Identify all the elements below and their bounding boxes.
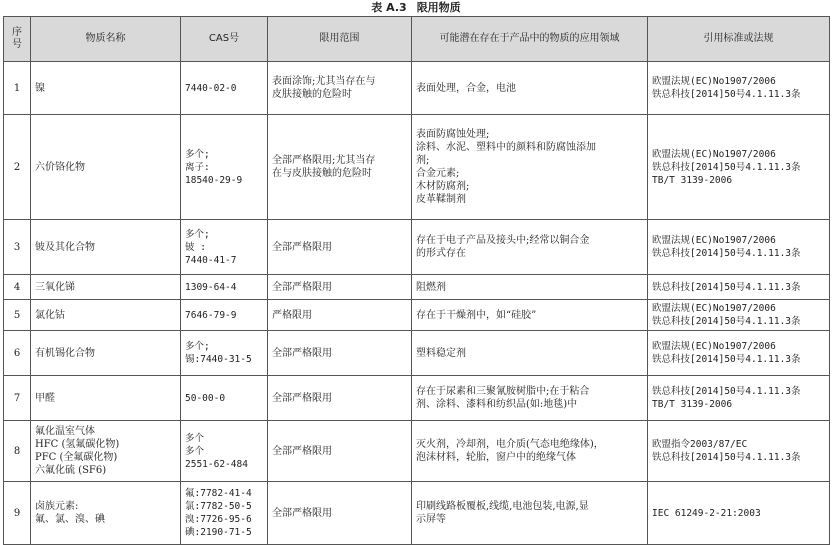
cell-line: 阻燃剂 <box>416 281 446 293</box>
cell-standard <box>648 115 830 220</box>
cell-line: 全部严格限用 <box>272 445 332 457</box>
cell-scope <box>268 331 412 376</box>
cell-line: 铁总科技[2014]50号4.1.11.3条 <box>652 386 801 397</box>
cell-application <box>412 62 648 115</box>
cell-name <box>31 482 181 545</box>
cell-line: 铍及其化合物 <box>35 241 95 253</box>
cell-no: 3 <box>4 220 31 275</box>
cell-line: 严格限用 <box>272 309 312 321</box>
cell-line: 铁总科技[2014]50号4.1.11.3条 <box>652 281 801 293</box>
cell-line: 18540-29-9 <box>185 174 243 186</box>
cell-cas <box>181 421 268 482</box>
cell-no: 7 <box>4 376 31 421</box>
cell-no: 9 <box>4 482 31 545</box>
cell-line: 7440-02-0 <box>185 82 237 94</box>
cell-line: 剂; <box>416 155 430 166</box>
header-no: 序号 <box>4 17 31 62</box>
cell-no: 4 <box>4 275 31 300</box>
cell-line: 氯化钴 <box>35 309 65 321</box>
cell-line: 铍 : <box>185 241 206 253</box>
cell-application <box>412 376 648 421</box>
cell-cas <box>181 62 268 115</box>
cell-line: 皮肤接触的危险时 <box>272 89 352 100</box>
cell-line: 塑料稳定剂 <box>416 347 466 359</box>
cell-line: 铁总科技[2014]50号4.1.11.3条 <box>652 161 801 173</box>
cell-line: 氟、氯、溴、碘 <box>35 514 105 525</box>
cell-line: TB/T 3139-2006 <box>652 399 733 410</box>
cell-line: 铁总科技[2014]50号4.1.11.3条 <box>652 354 801 365</box>
cell-line: 在与皮肤接触的危险时 <box>272 168 372 179</box>
table-row <box>4 300 830 331</box>
cell-line: 存在于干燥剂中，如“硅胶” <box>416 309 537 321</box>
cell-line: 全部严格限用 <box>272 241 332 253</box>
cell-line: 离子: <box>185 161 210 173</box>
cell-line: PFC (全氟碳化物) <box>35 452 118 463</box>
cell-name <box>31 300 181 331</box>
cell-line: 多个 <box>185 432 205 444</box>
cell-cas <box>181 275 268 300</box>
cell-line: 多个; <box>185 148 210 160</box>
cell-no: 1 <box>4 62 31 115</box>
cell-scope <box>268 220 412 275</box>
cell-line: 的形式存在 <box>416 248 466 259</box>
cell-line: 表面涂饰;尤其当存在与 <box>272 76 376 87</box>
cell-line: 全部严格限用 <box>272 347 332 359</box>
cell-line: 全部严格限用 <box>272 281 332 293</box>
cell-line: 全部严格限用 <box>272 507 332 519</box>
cell-line: 锡:7440-31-5 <box>185 354 252 365</box>
cell-application <box>412 331 648 376</box>
cell-line: 50-00-0 <box>185 392 226 404</box>
table-row <box>4 62 830 115</box>
cell-application <box>412 220 648 275</box>
table-row <box>4 421 830 482</box>
cell-scope <box>268 115 412 220</box>
cell-standard <box>648 62 830 115</box>
table-caption <box>0 0 832 16</box>
cell-line: 欧盟法规(EC)No1907/2006 <box>652 76 776 87</box>
cell-line: 皮革鞣制剂 <box>416 194 466 205</box>
cell-line: 表面防腐蚀处理; <box>416 129 490 140</box>
cell-line: 有机锡化合物 <box>35 347 95 359</box>
cell-standard <box>648 421 830 482</box>
cell-line: 碘:2190-71-5 <box>185 527 252 538</box>
table-caption-title: 限用物质 <box>416 1 461 14</box>
cell-cas <box>181 376 268 421</box>
cell-line: IEC 61249-2-21:2003 <box>652 507 761 519</box>
cell-line: 氟:7782-41-4 <box>185 488 252 499</box>
cell-line: 印刷线路板覆板,线缆,电池包装,电源,显 <box>416 501 589 512</box>
cell-line: 7646-79-9 <box>185 309 237 321</box>
cell-line: 存在于电子产品及接头中;经常以铜合金 <box>416 235 590 246</box>
cell-no: 2 <box>4 115 31 220</box>
cell-line: 欧盟法规(EC)No1907/2006 <box>652 341 776 352</box>
cell-line: 镍 <box>35 82 45 94</box>
cell-line: 铁总科技[2014]50号4.1.11.3条 <box>652 89 801 100</box>
cell-line: 铁总科技[2014]50号4.1.11.3条 <box>652 452 801 463</box>
cell-name <box>31 62 181 115</box>
table-row <box>4 482 830 545</box>
cell-application <box>412 421 648 482</box>
restricted-substances-table <box>3 16 830 545</box>
cell-no: 5 <box>4 300 31 331</box>
cell-line: 卤族元素: <box>35 501 79 512</box>
cell-standard <box>648 275 830 300</box>
cell-cas <box>181 300 268 331</box>
cell-line: 7440-41-7 <box>185 254 237 266</box>
header-application: 可能潜在存在于产品中的物质的应用领域 <box>412 17 648 62</box>
cell-scope <box>268 275 412 300</box>
cell-line: 六氟化硫 (SF6) <box>35 465 107 476</box>
cell-application <box>412 300 648 331</box>
cell-line: 多个; <box>185 228 210 240</box>
cell-line: 氟化温室气体 <box>35 426 95 437</box>
table-row <box>4 331 830 376</box>
cell-line: 欧盟指令2003/87/EC <box>652 439 748 450</box>
cell-standard <box>648 482 830 545</box>
cell-name <box>31 376 181 421</box>
cell-line: 表面处理，合金，电池 <box>416 82 516 94</box>
cell-standard <box>648 376 830 421</box>
table-caption-label: 表 A.3 <box>371 1 407 14</box>
cell-line: 溴:7726-95-6 <box>185 514 252 525</box>
cell-name <box>31 331 181 376</box>
cell-application <box>412 275 648 300</box>
cell-no: 6 <box>4 331 31 376</box>
table-row <box>4 220 830 275</box>
cell-scope <box>268 62 412 115</box>
cell-name <box>31 421 181 482</box>
cell-application <box>412 482 648 545</box>
table-header-row <box>4 17 830 62</box>
cell-line: 涂料、水泥、塑料中的颜料和防腐蚀添加 <box>416 142 596 153</box>
header-scope: 限用范围 <box>268 17 412 62</box>
cell-line: 铁总科技[2014]50号4.1.11.3条 <box>652 316 801 327</box>
cell-line: 全部严格限用 <box>272 392 332 404</box>
cell-line: 三氧化锑 <box>35 281 75 293</box>
table-body <box>4 62 830 545</box>
cell-scope <box>268 482 412 545</box>
cell-standard <box>648 220 830 275</box>
header-cas: CAS号 <box>181 17 268 62</box>
cell-line: HFC (氢氟碳化物) <box>35 439 120 450</box>
cell-line: 铁总科技[2014]50号4.1.11.3条 <box>652 248 801 259</box>
cell-line: 氯:7782-50-5 <box>185 501 252 512</box>
cell-cas <box>181 220 268 275</box>
cell-line: 合金元素; <box>416 168 460 179</box>
table-row <box>4 115 830 220</box>
cell-standard <box>648 300 830 331</box>
cell-cas <box>181 331 268 376</box>
cell-standard <box>648 331 830 376</box>
table-row <box>4 376 830 421</box>
cell-line: 甲醛 <box>35 392 55 404</box>
cell-line: 木材防腐剂; <box>416 181 470 192</box>
cell-scope <box>268 376 412 421</box>
cell-line: 全部严格限用;尤其当存 <box>272 155 376 166</box>
cell-line: 多个; <box>185 341 210 352</box>
cell-scope <box>268 300 412 331</box>
cell-name <box>31 275 181 300</box>
cell-line: 灭火剂，冷却剂，电介质(气态电绝缘体)， <box>416 439 604 450</box>
cell-line: 欧盟法规(EC)No1907/2006 <box>652 303 776 314</box>
header-standard: 引用标准或法规 <box>648 17 830 62</box>
cell-line: 多个 <box>185 445 205 457</box>
cell-line: 2551-62-484 <box>185 458 248 470</box>
cell-scope <box>268 421 412 482</box>
cell-cas <box>181 115 268 220</box>
cell-line: 泡沫材料，轮胎，窗户中的绝缘气体 <box>416 452 576 463</box>
table-row <box>4 275 830 300</box>
cell-line: 示屏等 <box>416 514 446 525</box>
cell-line: 存在于尿素和三聚氰胺树脂中;在于粘合 <box>416 386 590 397</box>
cell-name <box>31 115 181 220</box>
cell-no: 8 <box>4 421 31 482</box>
cell-line: 六价铬化物 <box>35 161 85 173</box>
cell-line: 1309-64-4 <box>185 281 237 293</box>
cell-line: 欧盟法规(EC)No1907/2006 <box>652 148 776 160</box>
cell-name <box>31 220 181 275</box>
cell-cas <box>181 482 268 545</box>
cell-line: 欧盟法规(EC)No1907/2006 <box>652 235 776 246</box>
cell-line: TB/T 3139-2006 <box>652 174 733 186</box>
cell-application <box>412 115 648 220</box>
header-name: 物质名称 <box>31 17 181 62</box>
cell-line: 剂、涂料、漆料和纺织品(如:地毯)中 <box>416 399 578 410</box>
